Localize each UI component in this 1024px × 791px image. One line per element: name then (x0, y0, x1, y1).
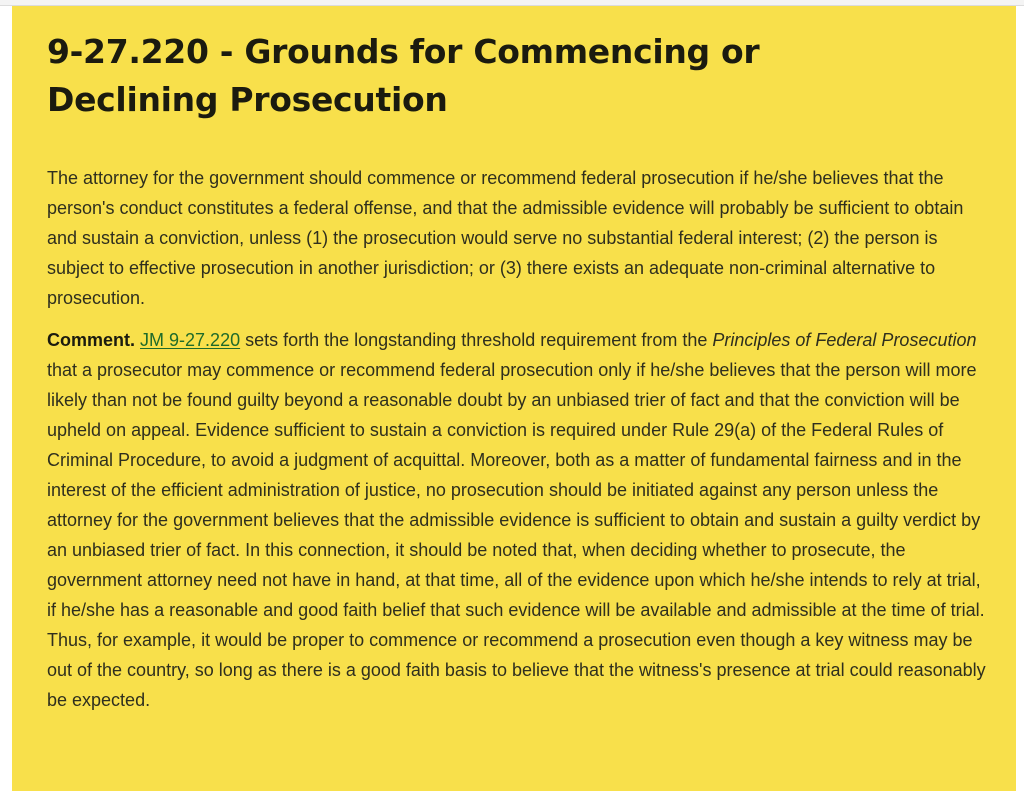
comment-label: Comment. (47, 330, 136, 350)
highlight-panel (12, 6, 1016, 791)
rule-paragraph: The attorney for the government should commence or recommend federal prosecution if he/she believes that the person's conduct constitutes a federal offense, and that the admissible evidence will probably be sufficient to obtain and sustain a conviction, unless (1) the prosecution would serve no substantial federal interest; (2) the person is subject to effective prosecution in another jurisdiction; or (3) there exists an adequate non-criminal alternative to prosecution. (47, 168, 964, 308)
comment-text-body: that a prosecutor may commence or recommend federal prosecution only if he/she believes that the person will more likely than not be found guilty beyond a reasonable doubt by an unbiased trier of fact and that the conviction will be upheld on appeal. Evidence sufficient to sustain a conviction is required under Rule 29(a) of the Federal Rules of Criminal Procedure, to avoid a judgment of acquittal. Moreover, both as a matter of fundamental fairness and in the interest of the efficient administration of justice, no prosecution should be initiated against any person unless the attorney for the government believes that the admissible evidence is sufficient to obtain and sustain a guilty verdict by an unbiased trier of fact. In this connection, it should be noted that, when deciding whether to prosecute, the government attorney need not have in hand, at that time, all of the evidence upon which he/she intends to rely at trial, if he/she has a reasonable and good faith belief that such evidence will be available and admissible at the time of trial. Thus, for example, it would be proper to commence or recommend a prosecution even though a key witness may be out of the country, so long as there is a good faith basis to believe that the witness's presence at trial could reasonably be expected. (47, 360, 986, 710)
jm-reference-link[interactable]: JM 9-27.220 (140, 330, 241, 350)
comment-text-intro: sets forth the longstanding threshold requirement from the (240, 330, 713, 350)
page-title: 9-27.220 - Grounds for Commencing or Declining Prosecution (47, 32, 760, 119)
principles-title: Principles of Federal Prosecution (712, 330, 977, 350)
comment-paragraph (47, 325, 986, 715)
